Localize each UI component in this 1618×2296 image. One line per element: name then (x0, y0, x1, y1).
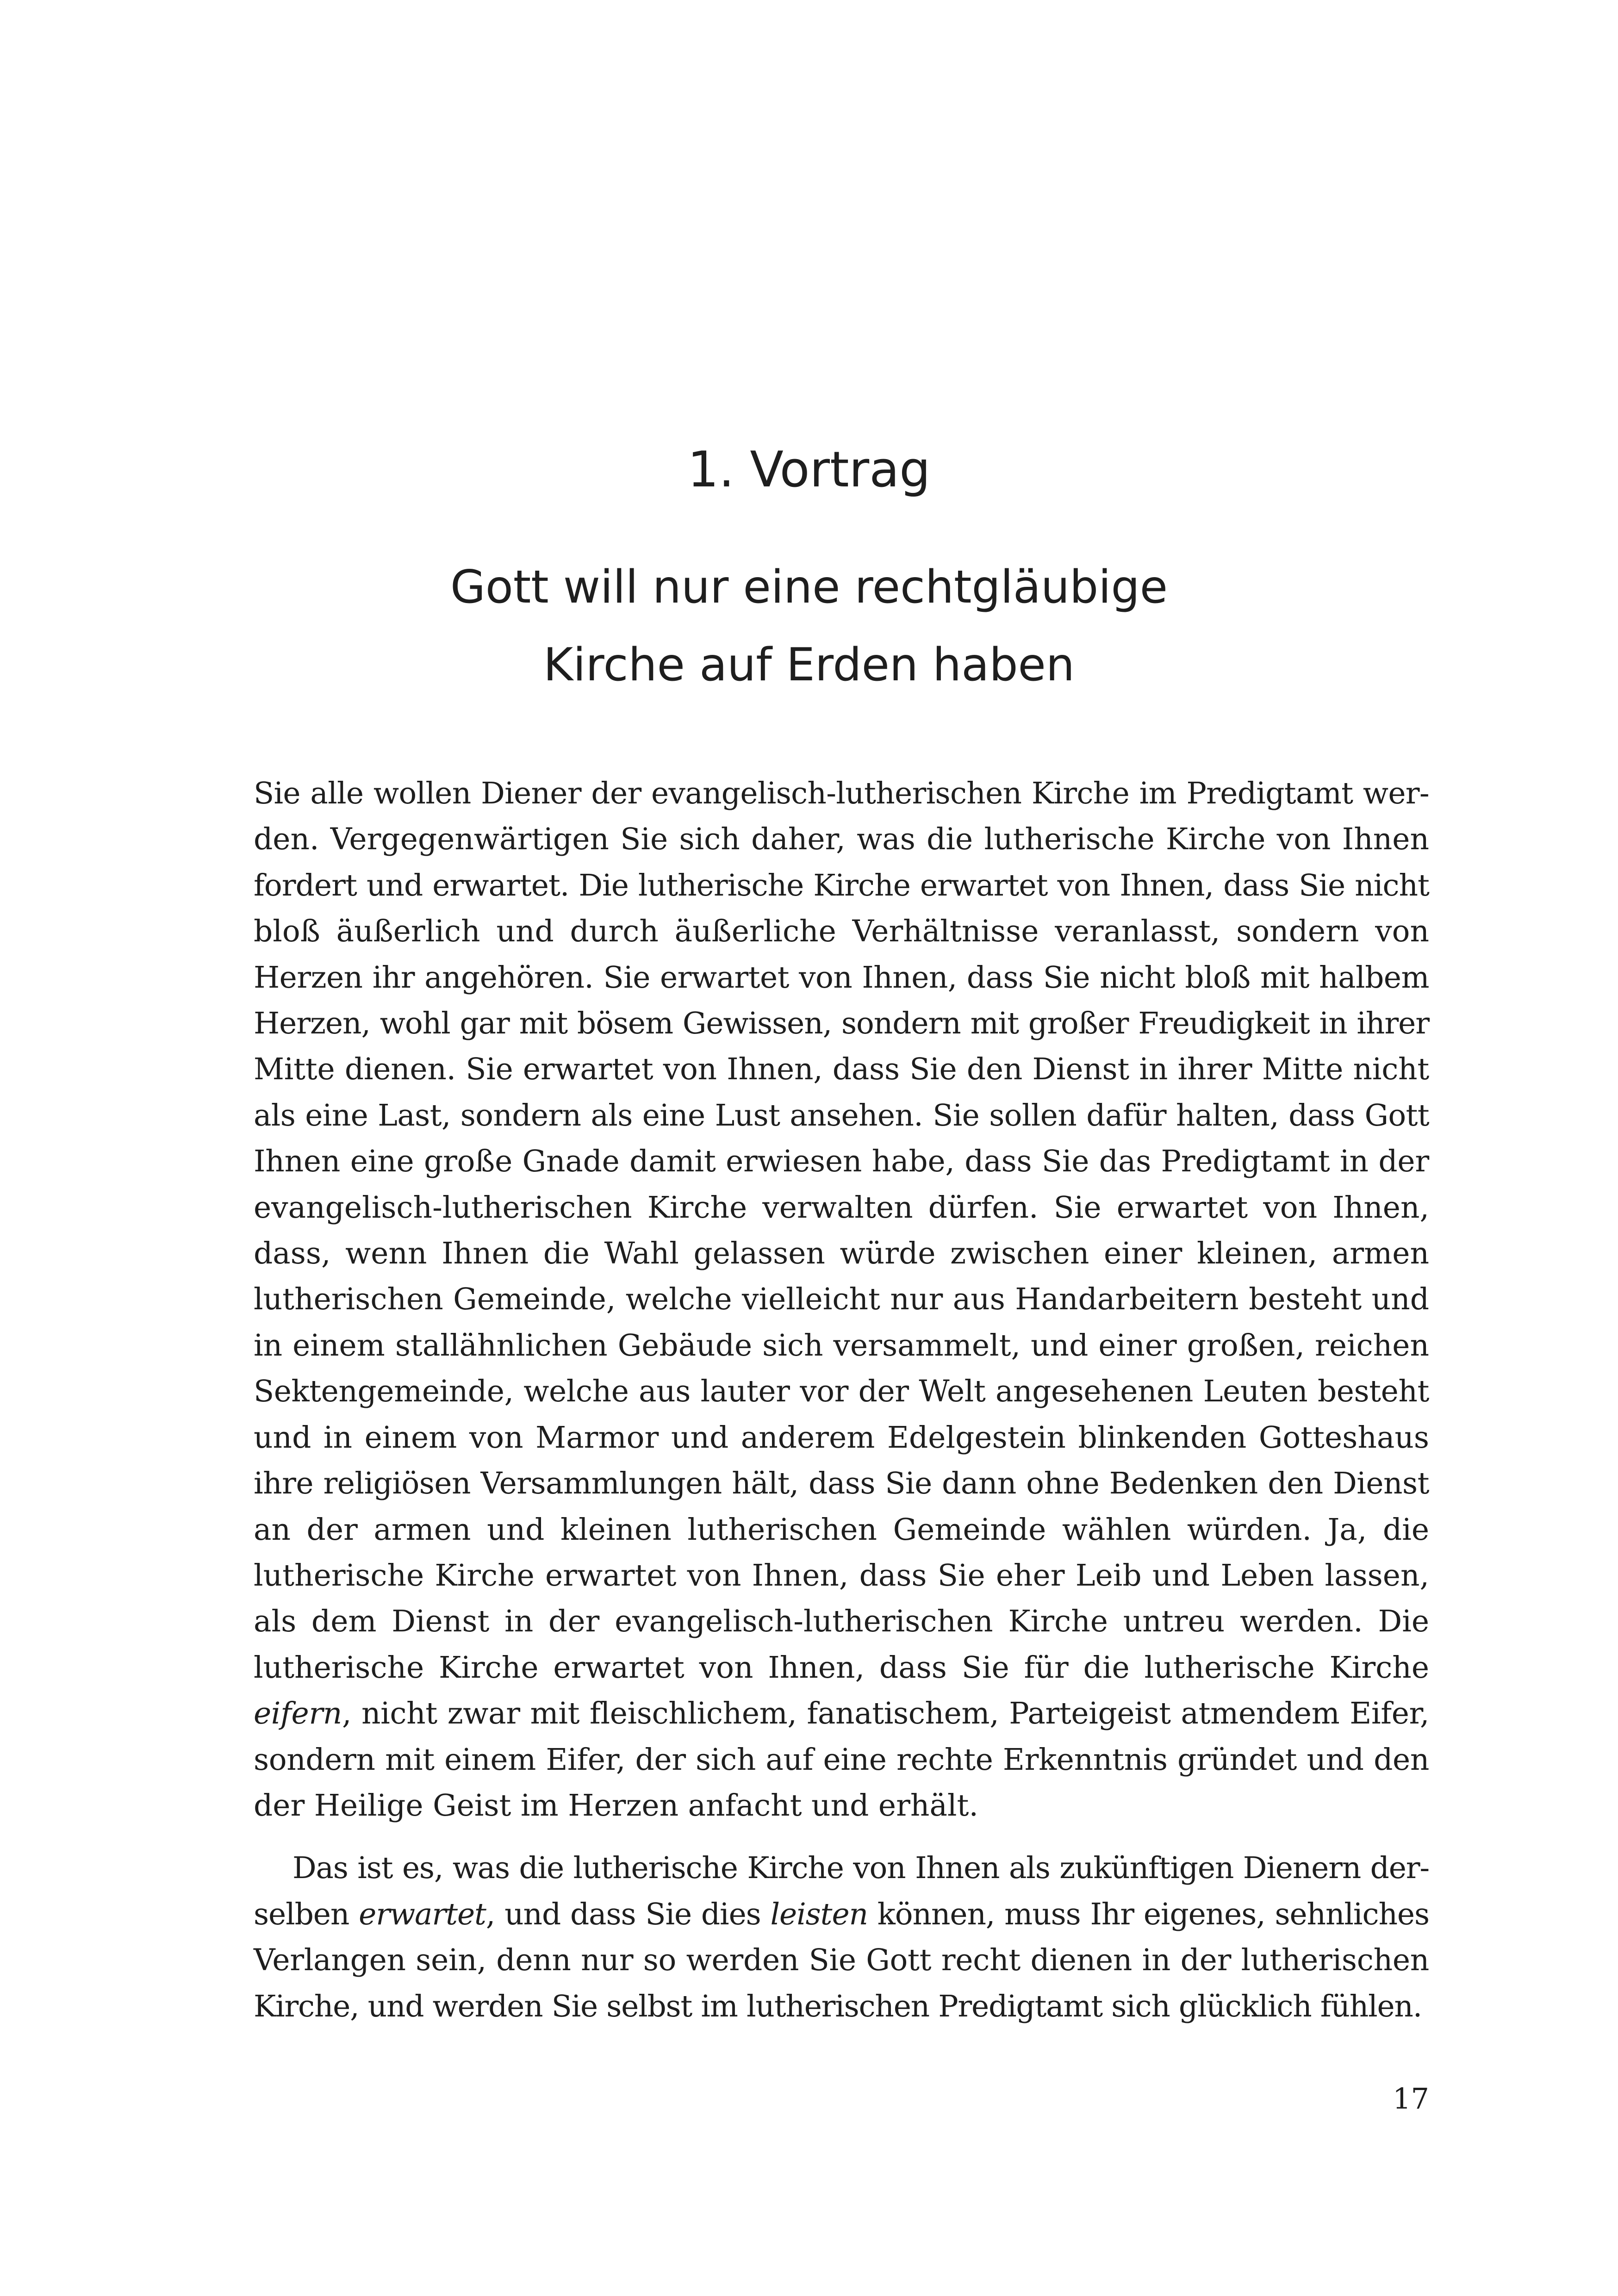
text-line: Das ist es, was die lutherische Kirche von Ihnen als zukünftigen Dienern der- (292, 1851, 1429, 1886)
text-line: Sektengemeinde, welche aus lauter vor der Welt angesehenen Leuten besteht (254, 1374, 1429, 1409)
paragraph-2 (254, 1845, 1429, 2029)
text-run: können, muss Ihr eigenes, sehnliches (867, 1897, 1429, 1932)
text-line (254, 1691, 1429, 1736)
text-line: lutherische Kirche erwartet von Ihnen, dass Sie für die lutherische Kirche (254, 1650, 1429, 1685)
chapter-title-line-2: Kirche auf Erden haben (543, 639, 1075, 691)
paragraph-1 (254, 771, 1429, 1829)
chapter-title-line-1: Gott will nur eine rechtgläubige (450, 561, 1168, 614)
body-text (254, 771, 1429, 2029)
page-number: 17 (1393, 2082, 1429, 2116)
emphasis-eifern: eifern (254, 1696, 342, 1731)
text-line: als dem Dienst in der evangelisch-lutherischen Kirche untreu werden. Die (254, 1604, 1429, 1639)
text-line: ihre religiösen Versammlungen hält, dass Sie dann ohne Bedenken den Dienst (254, 1466, 1429, 1501)
text-line: Ihnen eine große Gnade damit erwiesen habe, dass Sie das Predigtamt in der (254, 1144, 1429, 1179)
emphasis-erwartet: erwartet (359, 1897, 486, 1932)
text-line: in einem stallähnlichen Gebäude sich versammelt, und einer großen, reichen (254, 1328, 1429, 1363)
text-line: bloß äußerlich und durch äußerliche Verhältnisse veranlasst, sondern von (254, 914, 1429, 949)
text-line: an der armen und kleinen lutherischen Gemeinde wählen würden. Ja, die (254, 1512, 1429, 1547)
text-line: evangelisch-lutherischen Kirche verwalten dürfen. Sie erwartet von Ihnen, (254, 1190, 1429, 1225)
text-line: sondern mit einem Eifer, der sich auf eine rechte Erkenntnis gründet und den (254, 1742, 1429, 1777)
text-line: als eine Last, sondern als eine Lust ansehen. Sie sollen dafür halten, dass Gott (254, 1098, 1429, 1133)
text-line: der Heilige Geist im Herzen anfacht und erhält. (254, 1788, 978, 1823)
chapter-title (0, 548, 1618, 704)
text-line: lutherische Kirche erwartet von Ihnen, dass Sie eher Leib und Leben lassen, (254, 1558, 1429, 1593)
text-line: und in einem von Marmor und anderem Edelgestein blinkenden Gotteshaus (254, 1420, 1429, 1455)
text-run: selben (254, 1897, 359, 1932)
text-line: Verlangen sein, denn nur so werden Sie Gott recht dienen in der lutherischen (254, 1943, 1429, 1978)
chapter-number-heading: 1. Vortrag (687, 441, 931, 498)
text-line: lutherischen Gemeinde, welche vielleicht nur aus Handarbeitern besteht und (254, 1282, 1429, 1317)
text-line: Mitte dienen. Sie erwartet von Ihnen, dass Sie den Dienst in ihrer Mitte nicht (254, 1052, 1429, 1087)
text-line: Kirche, und werden Sie selbst im lutherischen Predigtamt sich glücklich fühlen. (254, 1989, 1422, 2024)
text-line: Herzen, wohl gar mit bösem Gewissen, sondern mit großer Freudigkeit in ihrer (254, 1006, 1429, 1041)
text-line: dass, wenn Ihnen die Wahl gelassen würde zwischen einer kleinen, armen (254, 1236, 1429, 1271)
text-line: Sie alle wollen Diener der evangelisch-lutherischen Kirche im Predigtamt wer- (254, 776, 1429, 811)
emphasis-leisten: leisten (770, 1897, 868, 1932)
text-line: fordert und erwartet. Die lutherische Kirche erwartet von Ihnen, dass Sie nicht (254, 868, 1429, 903)
text-run: , nicht zwar mit fleischlichem, fanatischem, Parteigeist atmendem Eifer, (342, 1696, 1429, 1731)
text-line: Herzen ihr angehören. Sie erwartet von Ihnen, dass Sie nicht bloß mit halbem (254, 960, 1429, 995)
text-line: den. Vergegenwärtigen Sie sich daher, was die lutherische Kirche von Ihnen (254, 822, 1429, 857)
text-line (254, 1892, 1429, 1937)
text-run: , und dass Sie dies (485, 1897, 771, 1932)
